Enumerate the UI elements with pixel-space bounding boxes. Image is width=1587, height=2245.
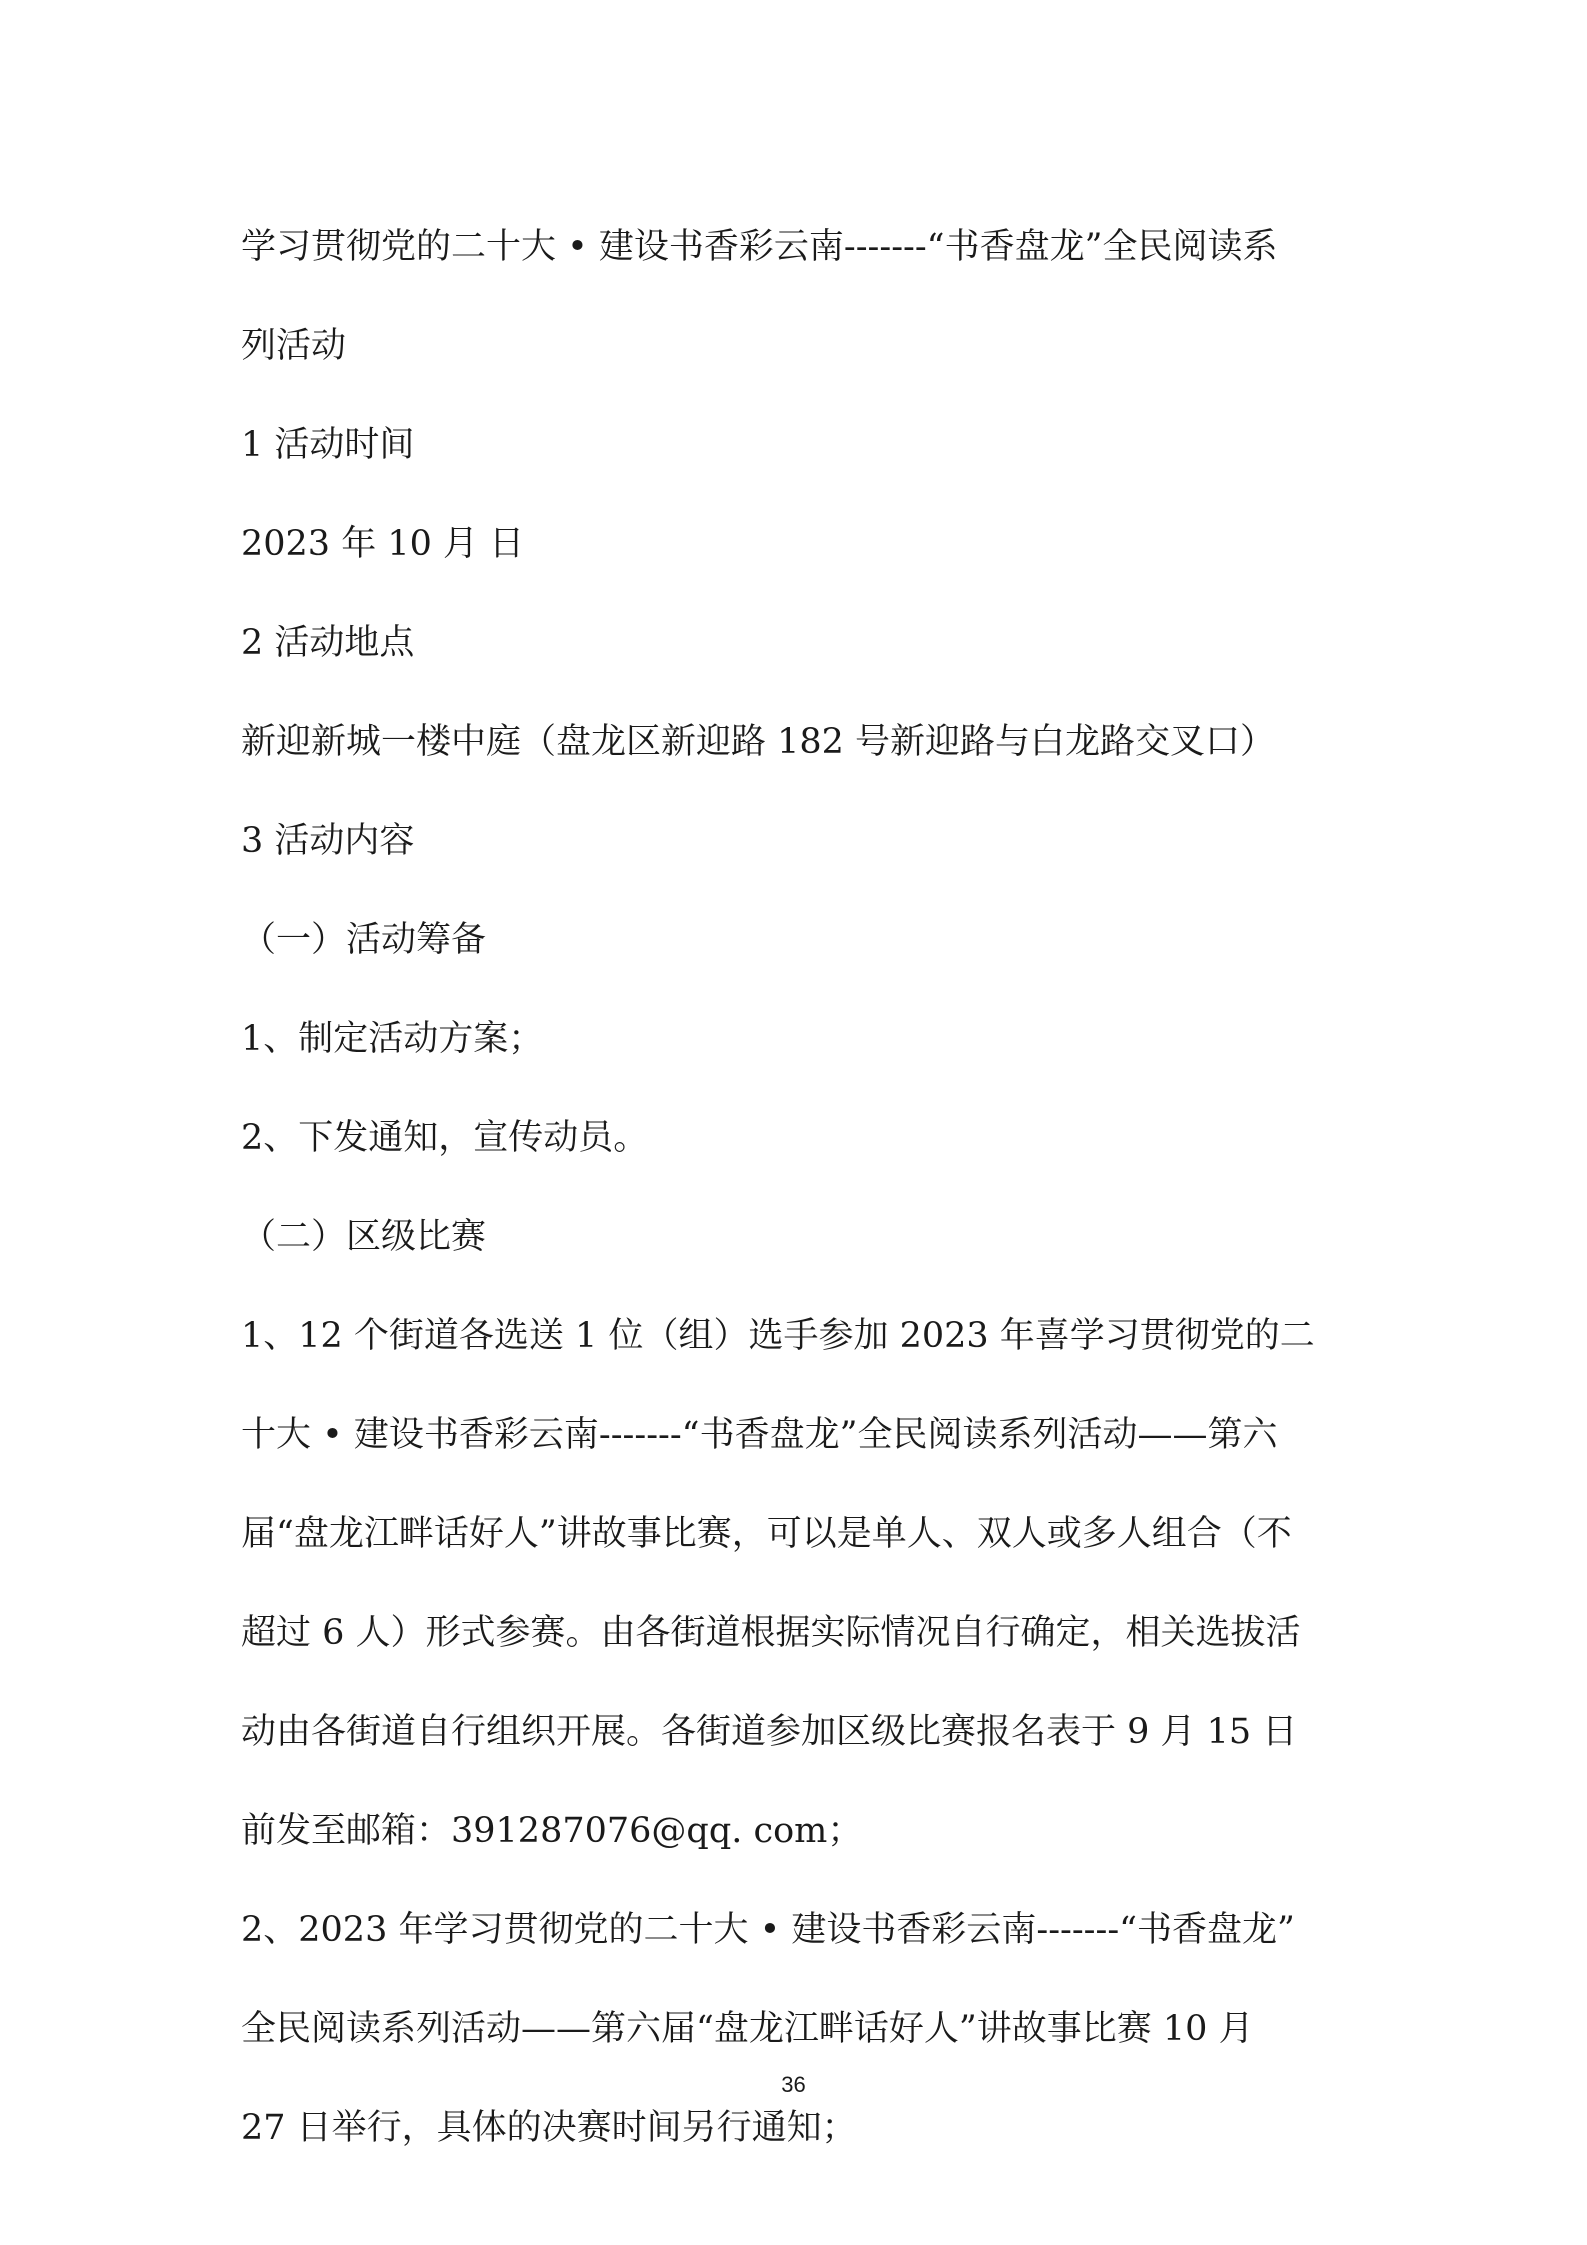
section-text-time: 2023 年 10 月 日	[241, 524, 525, 564]
paragraph-line: 届“盘龙江畔话好人”讲故事比赛，可以是单人、双人或多人组合（不	[241, 1514, 1292, 1554]
subsection-heading-preparation: （一）活动筹备	[241, 920, 487, 960]
paragraph-line: 前发至邮箱：391287076@qq. com；	[241, 1811, 863, 1851]
paragraph-line: 动由各街道自行组织开展。各街道参加区级比赛报名表于 9 月 15 日	[241, 1712, 1298, 1752]
list-item: 2、下发通知，宣传动员。	[241, 1118, 649, 1158]
paragraph-line: 27 日举行，具体的决赛时间另行通知；	[241, 2108, 857, 2148]
list-item: 1、制定活动方案；	[241, 1019, 544, 1059]
subsection-heading-competition: （二）区级比赛	[241, 1217, 487, 1257]
document-title-line-1: 学习贯彻党的二十大 • 建设书香彩云南-------“书香盘龙”全民阅读系	[241, 227, 1278, 267]
paragraph-line: 十大 • 建设书香彩云南-------“书香盘龙”全民阅读系列活动——第六	[241, 1415, 1278, 1455]
section-text-location: 新迎新城一楼中庭（盘龙区新迎路 182 号新迎路与白龙路交叉口）	[241, 722, 1276, 762]
paragraph-line: 2、2023 年学习贯彻党的二十大 • 建设书香彩云南-------“书香盘龙”	[241, 1910, 1295, 1950]
page-number: 36	[781, 2072, 806, 2097]
paragraph-line: 全民阅读系列活动——第六届“盘龙江畔话好人”讲故事比赛 10 月	[241, 2009, 1254, 2049]
section-heading-location: 2 活动地点	[241, 623, 415, 663]
section-heading-content: 3 活动内容	[241, 821, 415, 861]
document-title-line-2: 列活动	[241, 326, 347, 366]
paragraph-line: 超过 6 人）形式参赛。由各街道根据实际情况自行确定，相关选拔活	[241, 1613, 1301, 1653]
section-heading-time: 1 活动时间	[241, 425, 415, 465]
paragraph-line: 1、12 个街道各选送 1 位（组）选手参加 2023 年喜学习贯彻党的二	[241, 1316, 1315, 1356]
document-body	[241, 198, 1351, 2178]
